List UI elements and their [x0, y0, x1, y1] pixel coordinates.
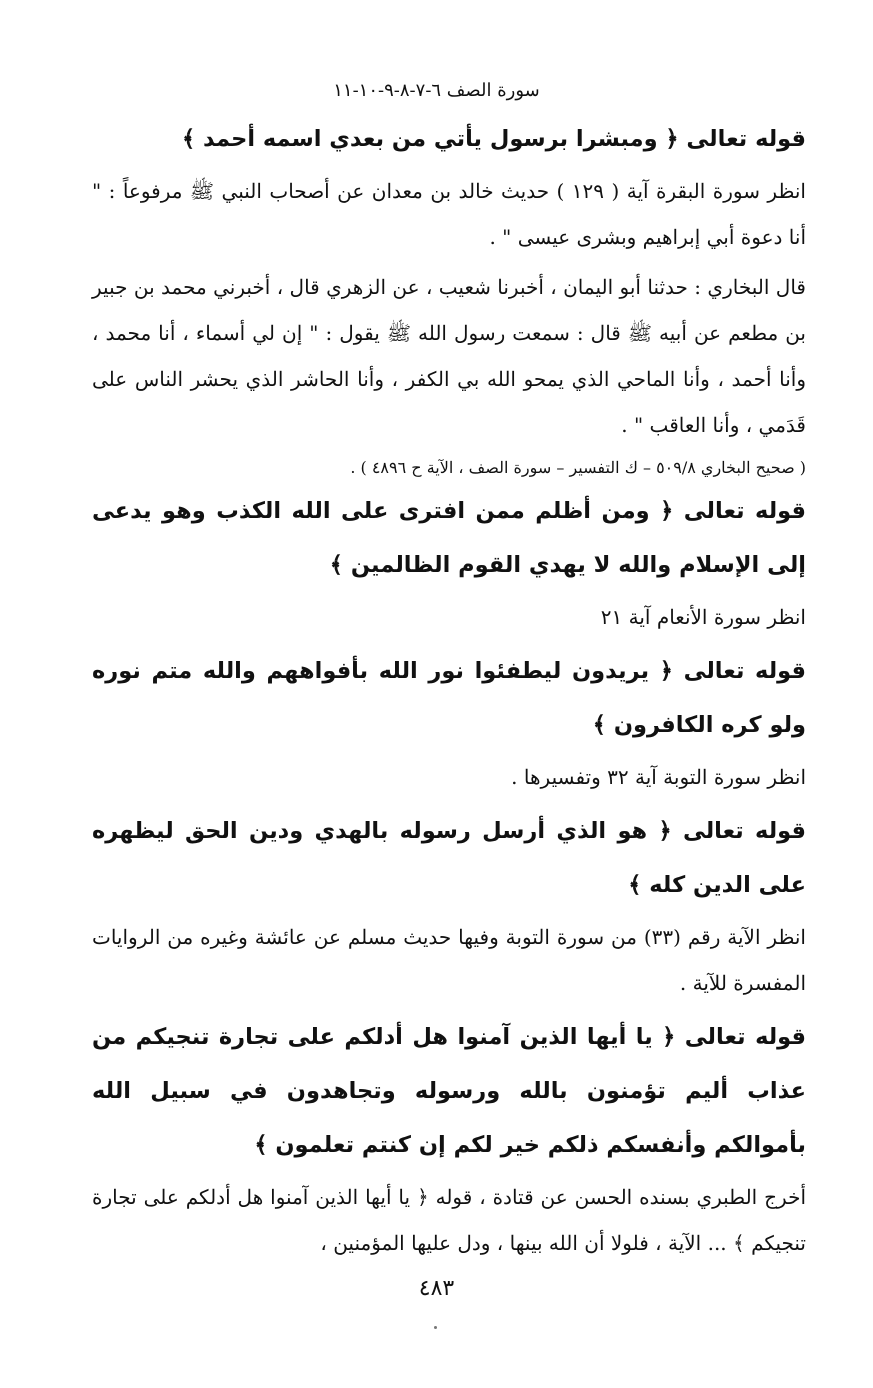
commentary-paragraph: انظر الآية رقم (٣٣) من سورة التوبة وفيها حديث مسلم عن عائشة وغيره من الروايات المفسرة للآية .: [92, 925, 806, 995]
page-body: [92, 112, 806, 1270]
commentary-paragraph: انظر سورة التوبة آية ٣٢ وتفسيرها .: [511, 765, 806, 789]
source-reference: ( صحيح البخاري ٥٠٩/٨ – ك التفسير – سورة الصف ، الآية ح ٤٨٩٦ ) .: [350, 458, 806, 477]
commentary-paragraph: انظر سورة الأنعام آية ٢١: [600, 605, 806, 629]
verse-heading: قوله تعالى ﴿ ومن أظلم ممن افترى على الله الكذب وهو يدعى إلى الإسلام والله لا يهدي القوم الظالمين ﴾: [92, 498, 806, 578]
commentary-paragraph: انظر سورة البقرة آية ( ١٢٩ ) حديث خالد بن معدان عن أصحاب النبي ﷺ مرفوعاً : " أنا دعوة أبي إبراهيم وبشرى عيسى " .: [92, 179, 806, 249]
page-number: ٤٨٣: [418, 1276, 455, 1301]
running-header: سورة الصف ٦-٧-٨-٩-١٠-١١: [333, 80, 540, 101]
verse-heading: قوله تعالى ﴿ يا أيها الذين آمنوا هل أدلكم على تجارة تنجيكم من عذاب أليم تؤمنون بالله ورسوله وتجاهدون في سبيل الله بأموالكم وأنفسكم ذلكم خير لكم إن كنتم تعلمون ﴾: [92, 1024, 806, 1158]
page-mark-dot: [434, 1326, 437, 1329]
commentary-paragraph: قال البخاري : حدثنا أبو اليمان ، أخبرنا شعيب ، عن الزهري قال ، أخبرني محمد بن جبير بن مطعم عن أبيه ﷺ قال : سمعت رسول الله ﷺ يقول : " إن لي أسماء ، أنا محمد ، وأنا أحمد ، وأنا الماحي الذي يمحو الله بي الكفر ، وأنا الحاشر الذي يحشر الناس على قَدَمي ، وأنا العاقب " .: [92, 275, 807, 437]
commentary-paragraph: أخرج الطبري بسنده الحسن عن قتادة ، قوله ﴿ يا أيها الذين آمنوا هل أدلكم على تجارة تنجيكم ﴾ ... الآية ، فلولا أن الله بينها ، ودل عليها المؤمنين ،: [92, 1185, 806, 1255]
verse-heading: قوله تعالى ﴿ يريدون ليطفئوا نور الله بأفواههم والله متم نوره ولو كره الكافرون ﴾: [92, 658, 806, 738]
verse-heading: قوله تعالى ﴿ ومبشرا برسول يأتي من بعدي اسمه أحمد ﴾: [182, 126, 806, 152]
verse-heading: قوله تعالى ﴿ هو الذي أرسل رسوله بالهدي ودين الحق ليظهره على الدين كله ﴾: [92, 818, 806, 898]
